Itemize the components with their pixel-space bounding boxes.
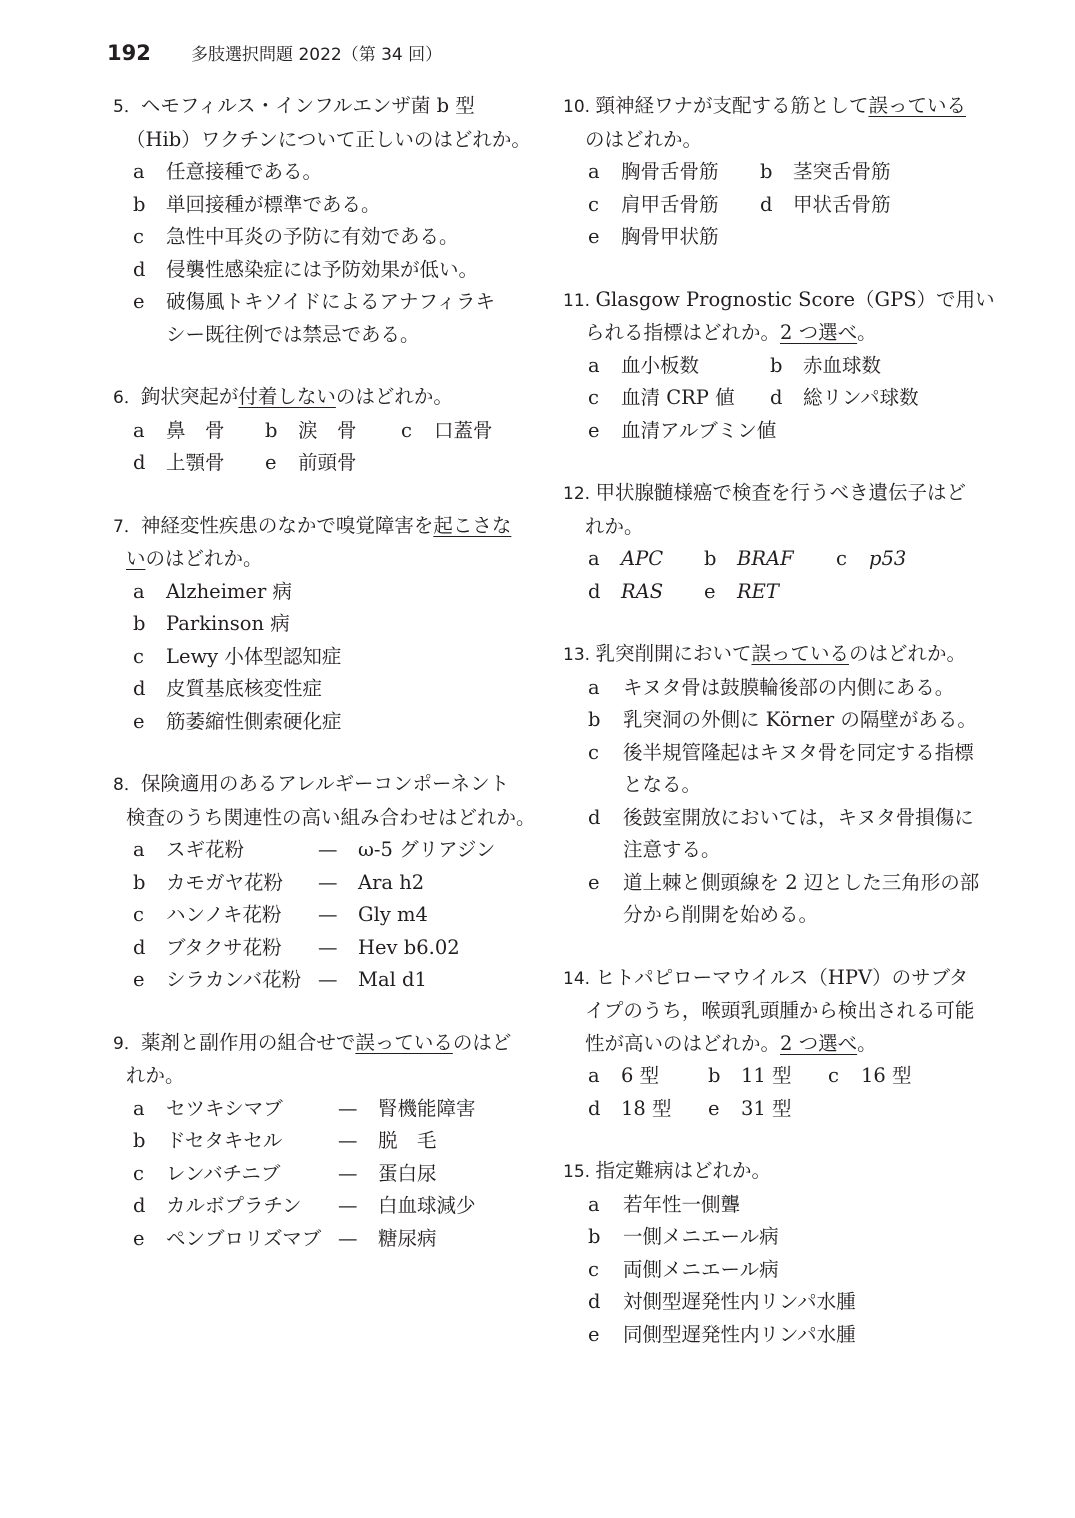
- question-stem: 9．薬剤と副作用の組合せで誤っているのはど: [113, 1030, 512, 1054]
- option-a: a 胸骨舌骨筋: [588, 160, 719, 183]
- question-number: 5: [113, 97, 124, 117]
- question-stem: 12. 甲状腺髄様癌で検査を行うべき遺伝子はど: [563, 481, 966, 504]
- option-e-continued: 分から削開を始める。: [623, 903, 819, 926]
- option-a: a 6 型: [588, 1064, 660, 1087]
- question-stem: 7．神経変性疾患のなかで嗅覚障害を起こさな: [113, 513, 512, 537]
- question-5: [113, 90, 531, 351]
- option-b: b 茎突舌骨筋: [760, 160, 891, 183]
- option-row: [563, 415, 973, 448]
- option-a: a スギ花粉 — ω-5 グリアジン: [133, 838, 496, 861]
- option-row: [563, 156, 973, 189]
- question-number: 13: [563, 645, 585, 665]
- option-b: b 11 型: [708, 1064, 792, 1087]
- option-a: a 任意接種である。: [133, 160, 323, 183]
- question-11: [563, 284, 995, 448]
- option-b: b 赤血球数: [770, 353, 882, 377]
- option-e: e RET: [704, 579, 779, 603]
- underlined-text: 誤っている: [355, 1030, 453, 1054]
- page-number: 192: [107, 41, 151, 65]
- option-b: b ドセタキセル — 脱 毛: [133, 1129, 437, 1152]
- option-c-continued: となる。: [623, 773, 702, 796]
- option-e: e 前頭骨: [265, 451, 357, 474]
- option-d: d 侵襲性感染症には予防効果が低い。: [133, 257, 479, 281]
- option-row: [113, 447, 523, 480]
- option-b: b Parkinson 病: [133, 612, 290, 635]
- question-number: 14: [563, 968, 585, 989]
- question-6: [113, 381, 523, 480]
- question-10: [563, 90, 973, 254]
- left-column: [113, 90, 536, 1285]
- question-number: 15: [563, 1162, 585, 1182]
- option-a: a 若年性一側聾: [588, 1192, 741, 1216]
- option-row: [563, 189, 973, 222]
- option-e: e 血清アルブミン値: [588, 418, 777, 442]
- option-row: [563, 221, 973, 254]
- option-b: b 一側メニエール病: [588, 1225, 779, 1248]
- option-d: d 総リンパ球数: [770, 386, 919, 409]
- question-stem: 5．ヘモフィルス・インフルエンザ菌 b 型: [113, 94, 475, 117]
- question-stem-line: られる指標はどれか。2 つ選べ。: [585, 321, 877, 344]
- option-d: d 後鼓室開放においては，キヌタ骨損傷に: [588, 805, 974, 829]
- question-stem-line: のはどれか。: [585, 127, 703, 151]
- option-d: d ブタクサ花粉 — Hev b6.02: [133, 935, 460, 959]
- option-c: c p53: [836, 547, 907, 570]
- option-row: [563, 543, 973, 576]
- underlined-text: 誤っている: [868, 94, 966, 117]
- underlined-text: 誤っている: [751, 642, 849, 665]
- question-7: [113, 510, 523, 739]
- question-8: [113, 768, 536, 997]
- option-row: [563, 382, 973, 415]
- question-stem-line: いのはどれか。: [126, 547, 263, 570]
- question-stem: 10. 頸神経ワナが支配する筋として誤っている: [563, 94, 966, 117]
- option-a: a Alzheimer 病: [133, 579, 292, 603]
- question-stem: 6．鉤状突起が付着しないのはどれか。: [113, 385, 453, 408]
- option-e: e 筋萎縮性側索硬化症: [133, 709, 342, 733]
- question-number: 12: [563, 484, 585, 504]
- option-e: e ペンブロリズマブ — 糖尿病: [133, 1226, 437, 1250]
- option-d: d 皮質基底核変性症: [133, 677, 323, 700]
- question-15: [563, 1155, 973, 1351]
- option-a: a キヌタ骨は鼓膜輪後部の内側にある。: [588, 675, 955, 699]
- question-stem-line: れか。: [126, 1064, 185, 1087]
- question-stem-line: れか。: [585, 514, 644, 538]
- option-row: [563, 576, 973, 609]
- option-c: c 口蓋骨: [401, 418, 493, 442]
- option-row: [563, 1093, 973, 1126]
- option-row: [113, 415, 523, 448]
- question-stem-line: （Hib）ワクチンについて正しいのはどれか。: [126, 127, 531, 151]
- underlined-text: 2 つ選べ: [780, 1031, 858, 1055]
- option-c: c 両側メニエール病: [588, 1257, 779, 1281]
- question-14: [563, 962, 973, 1126]
- option-row: [563, 1060, 973, 1093]
- option-c: c 16 型: [828, 1064, 912, 1087]
- option-c: c 後半規管隆起はキヌタ骨を同定する指標: [588, 740, 974, 764]
- option-d: d 対側型遅発性内リンパ水腫: [588, 1290, 856, 1313]
- option-d: d 甲状舌骨筋: [760, 192, 891, 216]
- underlined-text: 2 つ選べ: [780, 321, 858, 344]
- option-b: b カモガヤ花粉 — Ara h2: [133, 870, 425, 894]
- option-e: e 31 型: [708, 1096, 792, 1120]
- option-d-continued: 注意する。: [623, 838, 721, 861]
- question-stem: 13. 乳突削開において誤っているのはどれか。: [563, 642, 966, 665]
- option-c: c 血清 CRP 値: [588, 386, 735, 409]
- option-d: d 18 型: [588, 1096, 672, 1120]
- option-c: c 急性中耳炎の予防に有効である。: [133, 225, 459, 248]
- question-9: [113, 1027, 523, 1256]
- question-stem-line: イプのうち，喉頭乳頭腫から検出される可能: [585, 999, 975, 1022]
- question-13: [563, 638, 980, 932]
- question-number: 9: [113, 1033, 124, 1054]
- option-e: e 同側型遅発性内リンパ水腫: [588, 1322, 856, 1346]
- option-e: e シラカンバ花粉 — Mal d1: [133, 968, 427, 991]
- question-number: 10: [563, 97, 585, 117]
- option-a: a セツキシマブ — 腎機能障害: [133, 1096, 476, 1120]
- question-number: 8: [113, 775, 124, 795]
- option-a: a APC: [588, 547, 664, 570]
- question-number: 7: [113, 516, 124, 537]
- option-b: b 涙 骨: [265, 418, 357, 442]
- option-d: d 上顎骨: [133, 451, 225, 474]
- option-a: a 血小板数: [588, 353, 700, 377]
- page-header: [107, 40, 442, 74]
- question-12: [563, 477, 973, 608]
- option-c: c Lewy 小体型認知症: [133, 644, 342, 668]
- question-stem: 11. Glasgow Prognostic Score（GPS）で用い: [563, 287, 995, 311]
- question-stem: 8．保険適用のあるアレルギーコンポーネント: [113, 772, 510, 795]
- question-number: 6: [113, 388, 124, 408]
- option-a: a 鼻 骨: [133, 418, 225, 442]
- option-e: e 道上棘と側頭線を 2 辺とした三角形の部: [588, 870, 980, 894]
- option-d: d カルボプラチン — 白血球減少: [133, 1194, 476, 1217]
- question-stem-line: 検査のうち関連性の高い組み合わせはどれか。: [126, 805, 536, 829]
- question-stem-line: 性が高いのはどれか。2 つ選べ。: [585, 1031, 877, 1055]
- option-c: c 肩甲舌骨筋: [588, 192, 719, 216]
- question-stem: 15. 指定難病はどれか。: [563, 1159, 771, 1182]
- right-column: [563, 90, 995, 1381]
- question-number: 11: [563, 290, 585, 311]
- option-e-continued: シー既往例では禁忌である。: [166, 322, 420, 346]
- option-c: c ハンノキ花粉 — Gly m4: [133, 903, 428, 926]
- option-b: b 乳突洞の外側に Körner の隔壁がある。: [588, 708, 977, 731]
- option-row: [563, 350, 973, 383]
- option-b: b 単回接種が標準である。: [133, 192, 381, 216]
- option-d: d RAS: [588, 579, 664, 603]
- option-e: e 胸骨甲状筋: [588, 225, 719, 248]
- option-b: b BRAF: [704, 547, 794, 570]
- option-c: c レンバチニブ — 蛋白尿: [133, 1161, 437, 1185]
- running-title: 多肢選択問題 2022（第 34 回）: [191, 45, 443, 65]
- question-stem: 14. ヒトパピローマウイルス（HPV）のサブタ: [563, 965, 969, 989]
- underlined-text: 起こさな: [433, 513, 512, 537]
- underlined-text: 付着しない: [238, 385, 336, 408]
- option-e: e 破傷風トキソイドによるアナフィラキ: [133, 290, 495, 313]
